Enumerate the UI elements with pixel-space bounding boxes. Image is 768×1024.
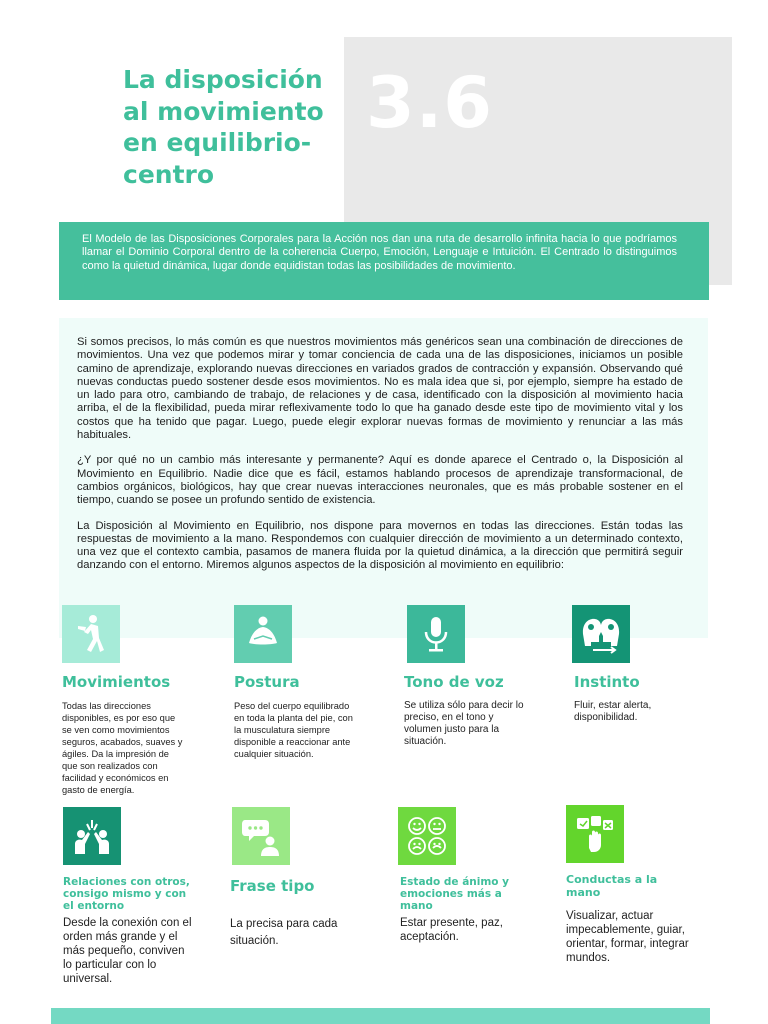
page-title: La disposición al movimiento en equilibrio-centro xyxy=(123,65,324,189)
speech-bubble-person-icon xyxy=(232,807,290,865)
card-title-conductas: Conductas a la mano xyxy=(566,873,658,899)
card-text-frase-tipo: La precisa para cada situación. xyxy=(230,918,338,947)
body-paragraph: Si somos precisos, lo más común es que nuestros movimientos más genéricos sean una combinación de direcciones de movimientos. Una vez que podemos mirar y tomar conciencia de cada una de las disposiciones, iniciamos un posible camino de aprendizaje, explorando nuevas direcciones en variados grados de contracción y expansión. Observando qué nuevas conductas puedo sostener desde esos movimientos. No es mala idea que si, por ejemplo, siempre ha estado de un lado para otro, cambiando de trabajo, de relaciones y de casa, identificado con la disposición al movimiento hacia arriba, el de la flexibilidad, pueda mirar reflexivamente todo lo que ha ganado desde este tipo de movimiento vital y los costos que ha tenido que pagar. Luego, puede elegir explorar nuevas formas de movimiento y renunciar a las más habituales. xyxy=(77,336,683,442)
section-number: 3.6 xyxy=(366,62,494,144)
card-text-conductas: Visualizar, actuar impecablemente, guiar, orientar, formar, integrar mundos. xyxy=(566,910,689,964)
person-moving-icon xyxy=(62,605,120,663)
card-text-tono-de-voz: Se utiliza sólo para decir lo preciso, en el tono y volumen justo para la situación. xyxy=(404,700,524,747)
card-title-tono-de-voz: Tono de voz xyxy=(404,673,504,691)
heads-thinking-icon xyxy=(572,605,630,663)
body-paragraph: La Disposición al Movimiento en Equilibrio, nos dispone para movernos en todas las direcciones. Están todas las respuestas de movimiento a la mano. Respondemos con cualquier dirección de movimiento a un determinado contexto, una vez que el contexto cambia, pasamos de manera fluida por la quietud dinámica, a la dirección que permitirá seguir danzando con el entorno. Miremos algunos aspectos de la disposición al movimiento en equilibrio: xyxy=(77,519,683,572)
card-text-instinto: Fluir, estar alerta, disponibilidad. xyxy=(574,700,652,723)
microphone-icon xyxy=(407,605,465,663)
intro-text: El Modelo de las Disposiciones Corporales para la Acción nos dan una ruta de desarrollo infinita hacia lo que podríamos llamar el Dominio Corporal dentro de la coherencia Cuerpo, Emoción, Lenguaje e Intuición. El Centrado lo distinguimos como la quietud dinámica, lugar donde equidistan todas las posibilidades de movimiento. xyxy=(82,233,677,272)
card-text-postura: Peso del cuerpo equilibrado en toda la planta del pie, con la musculatura siempre disponible a reaccionar ante cualquier situación. xyxy=(234,701,353,759)
body-paragraph: ¿Y por qué no un cambio más interesante y permanente? Aquí es donde aparece el Centrado o, la Disposición al Movimiento en Equilibrio. Nadie dice que es fácil, estamos hablando procesos de aprendizaje transformacional, de cambios orgánicos, biológicos, hay que crear nuevas interacciones neuronales, que es más probable sostener en el tiempo, cuando se posee un profundo sentido de existencia. xyxy=(77,454,683,507)
hand-choices-icon xyxy=(566,805,624,863)
meditating-person-icon xyxy=(234,605,292,663)
card-title-movimientos: Movimientos xyxy=(62,673,171,691)
card-text-relaciones: Desde la conexión con el orden más grande y el más pequeño, conviven lo particular con lo universal. xyxy=(63,917,192,985)
emotion-faces-icon xyxy=(398,807,456,865)
intro-box xyxy=(59,222,709,300)
card-title-relaciones: Relaciones con otros, consigo mismo y con el entorno xyxy=(63,876,190,912)
card-title-instinto: Instinto xyxy=(574,673,640,691)
card-title-frase-tipo: Frase tipo xyxy=(230,877,315,895)
card-text-movimientos: Todas las direcciones disponibles, es por eso que se ven como movimientos seguros, acabados, suaves y ágiles. Da la impresión de que son realizados con facilidad y económicos en gasto de energía. xyxy=(62,701,183,795)
high-five-icon xyxy=(63,807,121,865)
card-title-estado-animo: Estado de ánimo y emociones más a mano xyxy=(400,876,510,912)
body-text-box xyxy=(59,318,708,638)
card-title-postura: Postura xyxy=(234,673,300,691)
footer-bar xyxy=(51,1008,710,1024)
card-text-estado-animo: Estar presente, paz, aceptación. xyxy=(400,917,503,943)
